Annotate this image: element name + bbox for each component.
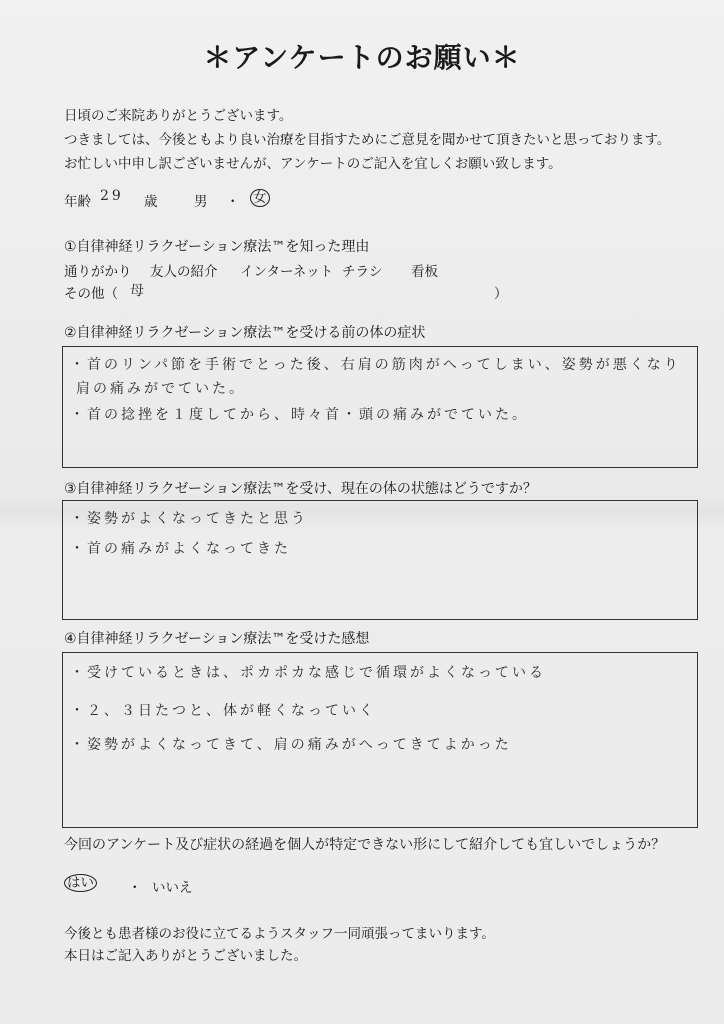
age-unit: 歳	[144, 194, 158, 210]
intro-line-1: 日頃のご来院ありがとうございます。	[64, 108, 293, 124]
intro-line-3: お忙しい中申し訳ございませんが、アンケートのご記入を宜しくお願い致します。	[64, 156, 562, 172]
q1-option-1: 通りがかり	[64, 264, 132, 280]
consent-question: 今回のアンケート及び症状の経過を個人が特定できない形にして紹介しても宜しいでしょうか？	[64, 837, 666, 853]
q2-answer-2: 肩の痛みがでていた。	[76, 381, 246, 397]
q2-question: ②自律神経リラクゼーション療法™を受ける前の体の症状	[64, 325, 426, 341]
q3-answer-2: ・首の痛みがよくなってきた	[70, 541, 291, 557]
q4-answer-3: ・姿勢がよくなってきて、肩の痛みがへってきてよかった	[70, 737, 512, 753]
q1-option-3: インターネット	[240, 264, 334, 280]
survey-title: ＊アンケートのお願い＊	[203, 41, 521, 74]
q4-question: ④自律神経リラクゼーション療法™を受けた感想	[64, 631, 370, 647]
closing-line-1: 今後とも患者様のお役に立てるようスタッフ一同頑張ってまいります。	[64, 926, 495, 942]
q1-other-value: 母	[130, 283, 147, 299]
age-value: 29	[100, 188, 124, 204]
q1-option-2: 友人の紹介	[150, 264, 218, 280]
q2-answer-3: ・首の捻挫を１度してから、時々首・頭の痛みがでていた。	[70, 407, 529, 423]
q1-other-label: その他（	[64, 286, 118, 302]
intro-line-2: つきましては、今後ともより良い治療を目指すためにご意見を聞かせて頂きたいと思っております。	[64, 132, 671, 148]
q3-question: ③自律神経リラクゼーション療法™を受け、現在の体の状態はどうですか？	[64, 481, 537, 497]
q1-other-close: ）	[494, 286, 508, 302]
q4-answer-2: ・２、３日たつと、体が軽くなっていく	[70, 703, 376, 719]
consent-separator: ・	[128, 880, 142, 896]
consent-yes: はい	[64, 874, 97, 892]
q3-answer-1: ・姿勢がよくなってきたと思う	[70, 511, 308, 527]
consent-no: いいえ	[152, 880, 193, 896]
consent-yes-circled	[64, 874, 97, 892]
q1-option-5: 看板	[411, 264, 438, 280]
age-label: 年齢	[64, 194, 91, 210]
q1-question: ①自律神経リラクゼーション療法™を知った理由	[64, 239, 370, 255]
q2-answer-1: ・首のリンパ節を手術でとった後、右肩の筋肉がへってしまい、姿勢が悪くなり	[70, 357, 681, 373]
gender-female: 女	[250, 189, 270, 207]
q4-answer-1: ・受けているときは、ポカポカな感じで循環がよくなっている	[70, 665, 546, 681]
closing-line-2: 本日はご記入ありがとうございました。	[64, 948, 307, 964]
gender-separator: ・	[226, 194, 240, 210]
gender-female-circled	[250, 189, 270, 207]
q1-option-4: チラシ	[342, 264, 383, 280]
gender-male: 男	[194, 194, 208, 210]
